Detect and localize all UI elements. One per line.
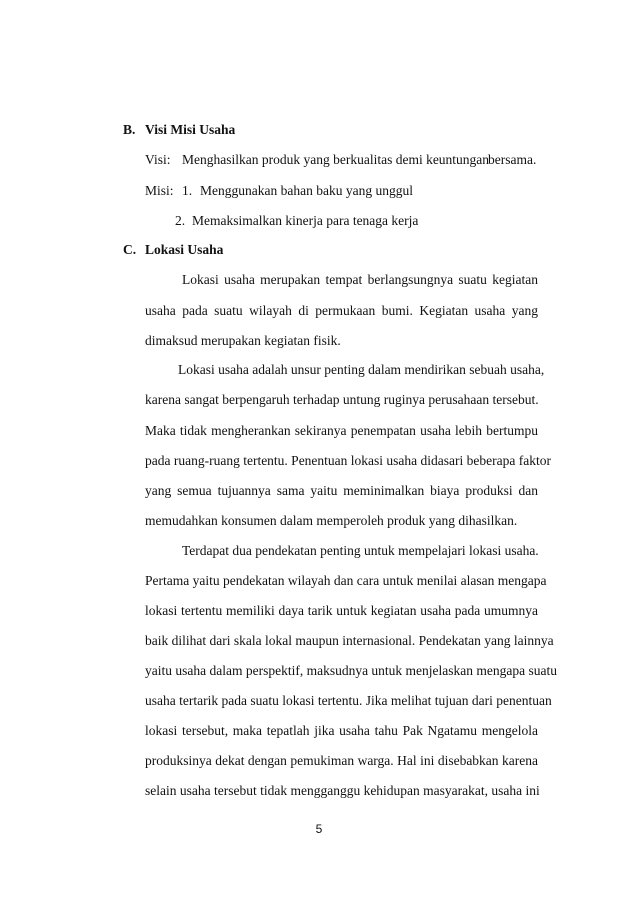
section-b-marker: B.: [123, 122, 136, 137]
visi-label: Visi:: [145, 152, 171, 167]
paragraph-3-line-9: selain usaha tersebut tidak mengganggu kehidupan masyarakat, usaha ini: [145, 783, 540, 798]
misi-item-2-number: 2.: [175, 213, 186, 228]
page-number: 5: [315, 822, 323, 836]
paragraph-1-line-3: dimaksud merupakan kegiatan fisik.: [145, 333, 341, 348]
misi-item-1-text: Menggunakan bahan baku yang unggul: [200, 183, 413, 198]
paragraph-3-line-1: Terdapat dua pendekatan penting untuk mempelajari lokasi usaha.: [182, 543, 539, 558]
visi-text: Menghasilkan produk yang berkualitas demi keuntungan: [182, 152, 490, 167]
section-c-title: Lokasi Usaha: [145, 242, 224, 257]
paragraph-1-line-2: usaha pada suatu wilayah di permukaan bumi. Kegiatan usaha yang: [145, 303, 538, 318]
misi-label: Misi:: [145, 183, 174, 198]
paragraph-2-line-6: memudahkan konsumen dalam memperoleh produk yang dihasilkan.: [145, 513, 518, 528]
paragraph-2-line-1: Lokasi usaha adalah unsur penting dalam mendirikan sebuah usaha,: [178, 362, 545, 377]
paragraph-1-line-1: Lokasi usaha merupakan tempat berlangsungnya suatu kegiatan: [182, 272, 538, 287]
misi-item-2-text: Memaksimalkan kinerja para tenaga kerja: [192, 213, 419, 228]
paragraph-3-line-2: Pertama yaitu pendekatan wilayah dan cara untuk menilai alasan mengapa: [145, 573, 547, 588]
paragraph-3-line-3: lokasi tertentu memiliki daya tarik untuk kegiatan usaha pada umumnya: [145, 603, 538, 618]
paragraph-3-line-8: produksinya dekat dengan pemukiman warga. Hal ini disebabkan karena: [145, 753, 538, 768]
section-c-marker: C.: [123, 242, 137, 257]
paragraph-3-line-6: usaha tertarik pada suatu lokasi tertentu. Jika melihat tujuan dari penentuan: [145, 693, 552, 708]
section-b-title: Visi Misi Usaha: [145, 122, 236, 137]
paragraph-2-line-3: Maka tidak mengherankan sekiranya penempatan usaha lebih bertumpu: [145, 423, 538, 438]
paragraph-2-line-2: karena sangat berpengaruh terhadap untung ruginya perusahaan tersebut.: [145, 392, 539, 407]
misi-item-1-number: 1.: [182, 183, 193, 198]
paragraph-3-line-4: baik dilihat dari skala lokal maupun internasional. Pendekatan yang lainnya: [145, 633, 554, 648]
paragraph-2-line-4: pada ruang-ruang tertentu. Penentuan lokasi usaha didasari beberapa faktor: [145, 453, 551, 468]
paragraph-2-line-5: yang semua tujuannya sama yaitu meminimalkan biaya produksi dan: [145, 483, 538, 498]
visi-tail: bersama.: [488, 152, 537, 167]
paragraph-3-line-7: lokasi tersebut, maka tepatlah jika usaha tahu Pak Ngatamu mengelola: [145, 723, 538, 738]
paragraph-3-line-5: yaitu usaha dalam perspektif, maksudnya untuk menjelaskan mengapa suatu: [145, 663, 558, 678]
